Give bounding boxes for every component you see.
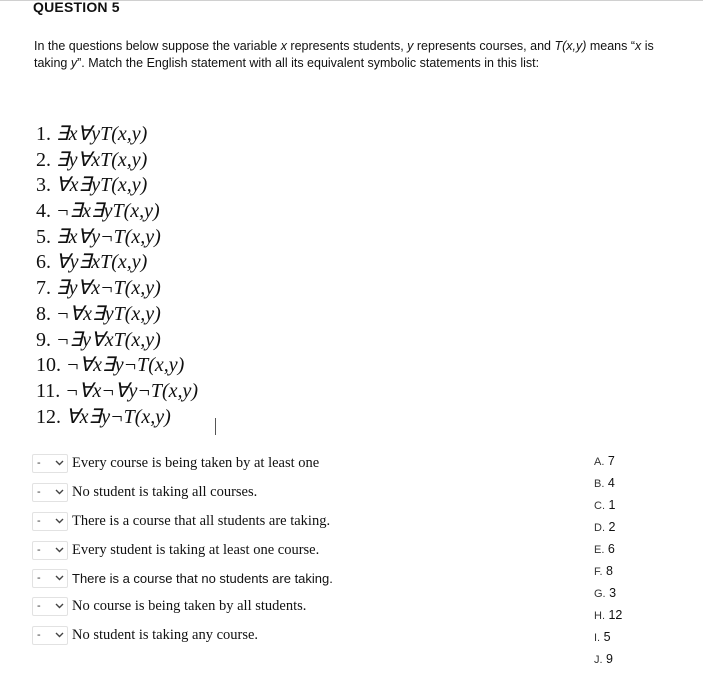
match-row bbox=[32, 481, 257, 503]
statement-number: 8. bbox=[36, 302, 56, 325]
option-value: 1 bbox=[608, 498, 616, 512]
answer-select[interactable] bbox=[32, 454, 68, 473]
match-row bbox=[32, 624, 258, 646]
option-value: 4 bbox=[607, 476, 615, 490]
intro-predicate: T(x,y) bbox=[554, 39, 587, 53]
statement-expression: ∃y∀xT(x,y) bbox=[56, 148, 148, 171]
statement-expression: ∀x∃y¬T(x,y) bbox=[66, 405, 171, 428]
answer-option bbox=[594, 494, 622, 516]
option-letter: J. bbox=[594, 654, 603, 666]
statement-expression: ∀x∃yT(x,y) bbox=[56, 174, 148, 197]
match-statement: No student is taking any course. bbox=[72, 626, 259, 643]
statement-expression: ¬∃x∃yT(x,y) bbox=[56, 200, 160, 223]
option-letter: I. bbox=[594, 632, 601, 644]
answer-select[interactable] bbox=[32, 541, 68, 560]
select-value: - bbox=[37, 600, 41, 612]
answer-option bbox=[594, 472, 622, 494]
answer-option bbox=[594, 560, 622, 582]
chevron-down-icon bbox=[55, 489, 64, 495]
chevron-down-icon bbox=[55, 632, 64, 638]
answer-select[interactable] bbox=[32, 569, 68, 588]
statement-expression: ¬∃y∀xT(x,y) bbox=[56, 328, 161, 351]
match-row bbox=[32, 539, 319, 561]
statement-expression: ¬∀x∃y¬T(x,y) bbox=[66, 354, 185, 377]
text-cursor bbox=[215, 418, 216, 435]
statement-expression: ∃y∀x¬T(x,y) bbox=[56, 277, 161, 300]
statement-number: 10. bbox=[36, 354, 66, 377]
statement-expression: ¬∀x¬∀y¬T(x,y) bbox=[65, 379, 199, 402]
chevron-down-icon bbox=[55, 575, 64, 581]
intro-text: In the questions below suppose the variable bbox=[34, 39, 281, 53]
question-title: QUESTION 5 bbox=[33, 0, 120, 15]
match-row bbox=[32, 567, 333, 589]
option-letter: B. bbox=[594, 478, 605, 490]
statement bbox=[36, 250, 198, 276]
option-letter: E. bbox=[594, 544, 605, 556]
answer-option bbox=[594, 516, 622, 538]
option-letter: D. bbox=[594, 522, 605, 534]
statement-number: 3. bbox=[36, 174, 56, 197]
answer-option bbox=[594, 450, 622, 472]
option-value: 12 bbox=[608, 608, 623, 622]
statement bbox=[36, 148, 198, 174]
intro-quote-y: y bbox=[70, 56, 78, 70]
match-row bbox=[32, 452, 319, 474]
answer-option bbox=[594, 604, 622, 626]
intro-text: represents courses, and bbox=[413, 39, 555, 53]
answer-option bbox=[594, 582, 622, 604]
option-value: 9 bbox=[606, 652, 613, 666]
statement-number: 7. bbox=[36, 277, 56, 300]
match-statement: No course is being taken by all students. bbox=[72, 597, 307, 614]
statement-list bbox=[36, 122, 198, 430]
intro-text: is taking bbox=[34, 39, 654, 70]
statement bbox=[36, 199, 198, 225]
statement-expression: ∃x∀yT(x,y) bbox=[56, 123, 148, 145]
match-statement: Every course is being taken by at least one bbox=[72, 454, 320, 471]
select-value: - bbox=[37, 629, 41, 641]
question-intro bbox=[34, 38, 684, 72]
intro-quote-x: x bbox=[635, 39, 642, 53]
option-value: 5 bbox=[603, 630, 611, 644]
select-value: - bbox=[37, 515, 41, 527]
statement-number: 6. bbox=[36, 251, 56, 274]
statement bbox=[36, 328, 198, 354]
statement-number: 11. bbox=[36, 379, 66, 402]
statement-number: 2. bbox=[36, 148, 56, 171]
select-value: - bbox=[37, 486, 41, 498]
statement-expression: ∃x∀y¬T(x,y) bbox=[56, 225, 161, 248]
option-value: 7 bbox=[607, 454, 615, 468]
statement bbox=[36, 173, 198, 199]
option-letter: F. bbox=[594, 566, 603, 578]
statement bbox=[36, 302, 198, 328]
chevron-down-icon bbox=[55, 603, 64, 609]
statement-number: 12. bbox=[36, 405, 66, 428]
statement-number: 4. bbox=[36, 200, 56, 223]
statement bbox=[36, 405, 198, 431]
answer-select[interactable] bbox=[32, 512, 68, 531]
option-letter: G. bbox=[594, 588, 606, 600]
statement bbox=[36, 276, 198, 302]
intro-var-y: y bbox=[407, 39, 414, 53]
answer-option bbox=[594, 648, 622, 670]
chevron-down-icon bbox=[55, 460, 64, 466]
statement-expression: ¬∀x∃yT(x,y) bbox=[56, 302, 161, 325]
statement bbox=[36, 379, 198, 405]
answer-option bbox=[594, 538, 622, 560]
match-statement: Every student is taking at least one course. bbox=[72, 541, 320, 558]
option-value: 2 bbox=[608, 520, 616, 534]
intro-var-x: x bbox=[280, 39, 287, 53]
option-letter: C. bbox=[594, 500, 605, 512]
match-statement: There is a course that no students are taking. bbox=[72, 570, 333, 586]
statement-expression: ∀y∃xT(x,y) bbox=[56, 251, 148, 274]
match-row bbox=[32, 595, 306, 617]
chevron-down-icon bbox=[55, 518, 64, 524]
intro-text: means “ bbox=[586, 39, 636, 53]
option-value: 3 bbox=[609, 586, 617, 600]
answer-options bbox=[594, 450, 622, 670]
option-value: 8 bbox=[606, 564, 613, 578]
match-statement: There is a course that all students are taking. bbox=[72, 512, 331, 529]
option-letter: H. bbox=[594, 610, 605, 622]
statement-number: 1. bbox=[36, 123, 56, 145]
select-value: - bbox=[37, 572, 41, 584]
intro-text: represents students, bbox=[286, 39, 408, 53]
answer-option bbox=[594, 626, 622, 648]
statement bbox=[36, 122, 198, 148]
option-letter: A. bbox=[594, 456, 605, 468]
statement bbox=[36, 353, 198, 379]
answer-select[interactable] bbox=[32, 597, 68, 616]
statement-number: 9. bbox=[36, 328, 56, 351]
answer-select[interactable] bbox=[32, 626, 68, 645]
answer-select[interactable] bbox=[32, 483, 68, 502]
select-value: - bbox=[37, 544, 41, 556]
select-value: - bbox=[37, 457, 41, 469]
option-value: 6 bbox=[607, 542, 615, 556]
match-row bbox=[32, 510, 330, 532]
statement-number: 5. bbox=[36, 225, 56, 248]
intro-text: ”. Match the English statement with all its equivalent symbolic statements in this list: bbox=[77, 56, 540, 70]
match-statement: No student is taking all courses. bbox=[72, 483, 258, 500]
chevron-down-icon bbox=[55, 547, 64, 553]
statement bbox=[36, 225, 198, 251]
